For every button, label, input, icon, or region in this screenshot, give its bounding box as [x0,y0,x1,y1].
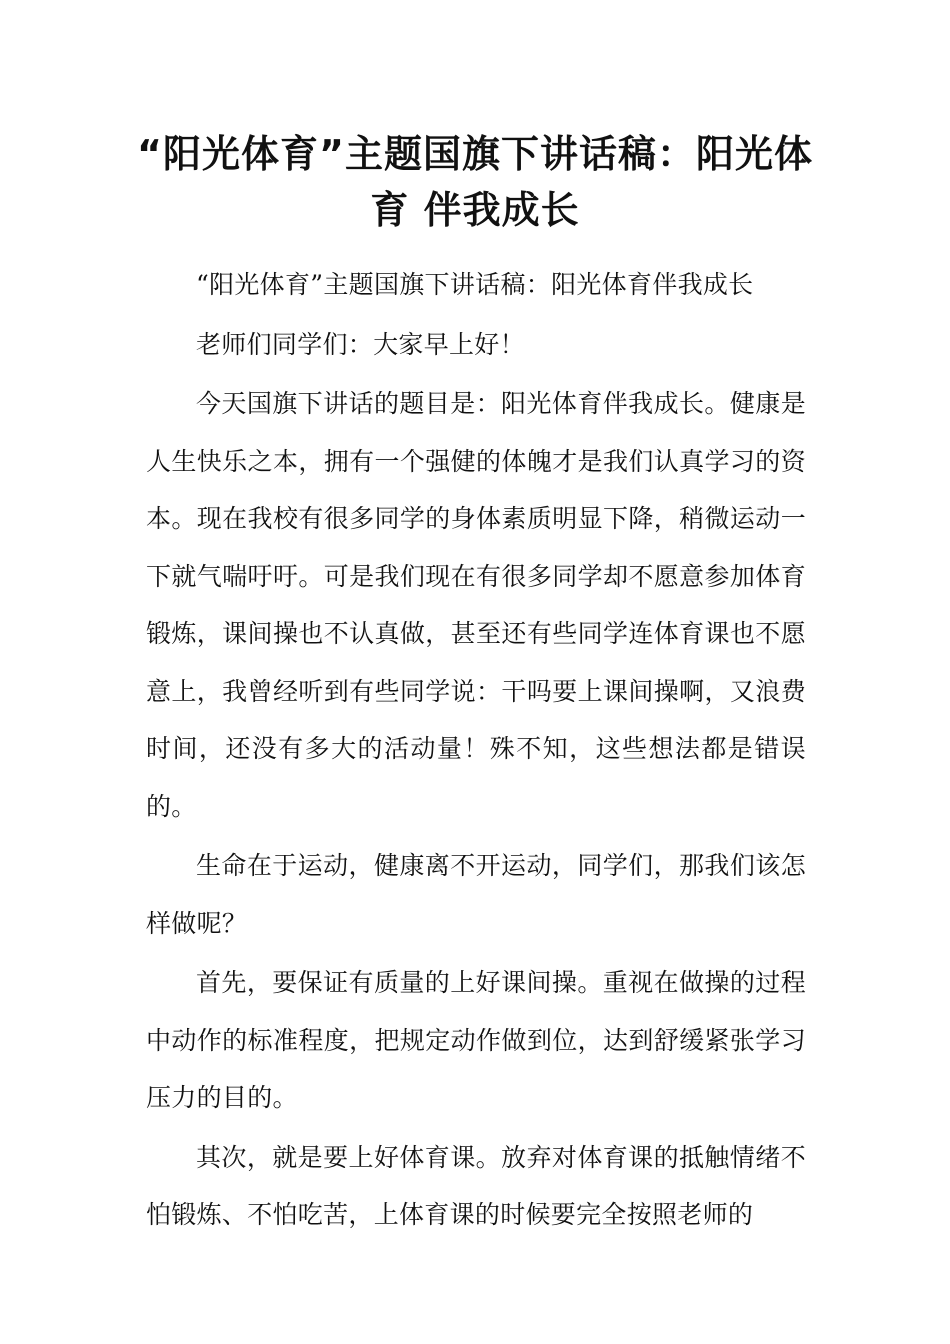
document-title: “阳光体育”主题国旗下讲话稿：阳光体育 伴我成长 [137,132,813,232]
document-body [146,256,806,1246]
paragraph-subtitle: “阳光体育”主题国旗下讲话稿：阳光体育伴我成长 [196,270,754,299]
paragraph-second-point: 其次，就是要上好体育课。放弃对体育课的抵触情绪不怕锻炼、不怕吃苦，上体育课的时候要完全按照老师的 [146,1142,806,1229]
paragraph-question: 生命在于运动，健康离不开运动，同学们，那我们该怎样做呢？ [146,851,806,938]
paragraph-greeting: 老师们同学们：大家早上好！ [196,329,525,359]
paragraph-first-point: 首先，要保证有质量的上好课间操。重视在做操的过程中动作的标准程度，把规定动作做到位，达到舒缓紧张学习压力的目的。 [146,968,806,1112]
paragraph-topic: 今天国旗下讲话的题目是：阳光体育伴我成长。健康是人生快乐之本，拥有一个强健的体魄才是我们认真学习的资本。现在我校有很多同学的身体素质明显下降，稍微运动一下就气喘吁吁。可是我们现在有很多同学却不愿意参加体育锻炼，课间操也不认真做，甚至还有些同学连体育课也不愿意上，我曾经听到有些同学说：干吗要上课间操啊，又浪费时间，还没有多大的活动量！殊不知，这些想法都是错误的。 [146,389,806,821]
